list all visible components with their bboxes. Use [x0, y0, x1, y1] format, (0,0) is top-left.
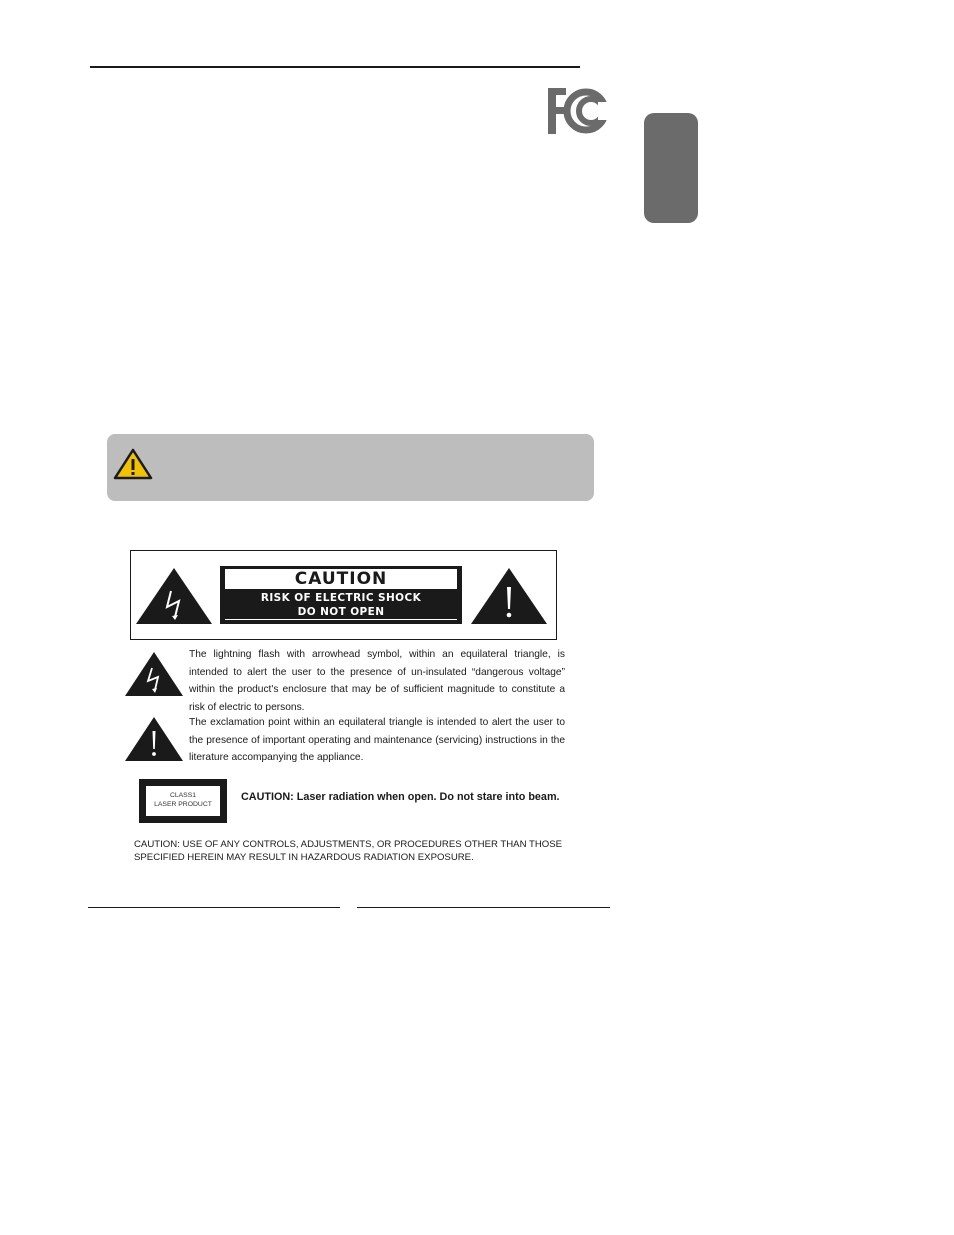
- radiation-caution-text: CAUTION: USE OF ANY CONTROLS, ADJUSTMENTS, OR PROCEDURES OTHER THAN THOSE SPECIFIED HEREIN MAY RESULT IN HAZARDOUS RADIATION EXPOSURE.: [134, 839, 563, 863]
- lightning-triangle-icon: [124, 651, 184, 697]
- warning-bar: [107, 434, 594, 501]
- laser-caution-text: CAUTION: Laser radiation when open. Do not stare into beam.: [241, 791, 560, 803]
- laser-label-line-2: LASER PRODUCT: [154, 800, 212, 808]
- caution-center-label: [220, 566, 462, 624]
- warning-icon: [113, 448, 153, 480]
- laser-label-inner: [146, 786, 220, 816]
- fcc-logo: [546, 86, 612, 136]
- bottom-rule-right: [357, 907, 610, 908]
- exclamation-triangle-icon: [470, 567, 548, 625]
- caution-underline: [225, 619, 457, 620]
- caution-title: CAUTION: [225, 569, 457, 589]
- laser-label-line-1: CLASS1: [169, 792, 197, 799]
- lightning-description: The lightning flash with arrowhead symbol, within an equilateral triangle, is intended to alert the user to the presence of un-insulated “dangerous voltage” within the product's enclosure that may be of sufficient magnitude to constitute a risk of electric to persons.: [189, 649, 565, 713]
- caution-line-2: DO NOT OPEN: [297, 606, 385, 618]
- caution-line-1: RISK OF ELECTRIC SHOCK: [260, 592, 422, 604]
- bottom-rule-left: [88, 907, 340, 908]
- top-rule: [90, 66, 580, 68]
- laser-product-label: [139, 779, 227, 823]
- lightning-triangle-icon: [135, 567, 213, 625]
- exclamation-description: The exclamation point within an equilateral triangle is intended to alert the user to the presence of important operating and maintenance (servicing) instructions in the literature accompanying the appliance.: [189, 717, 565, 763]
- exclamation-triangle-icon: [124, 716, 184, 762]
- section-tab: [644, 113, 698, 223]
